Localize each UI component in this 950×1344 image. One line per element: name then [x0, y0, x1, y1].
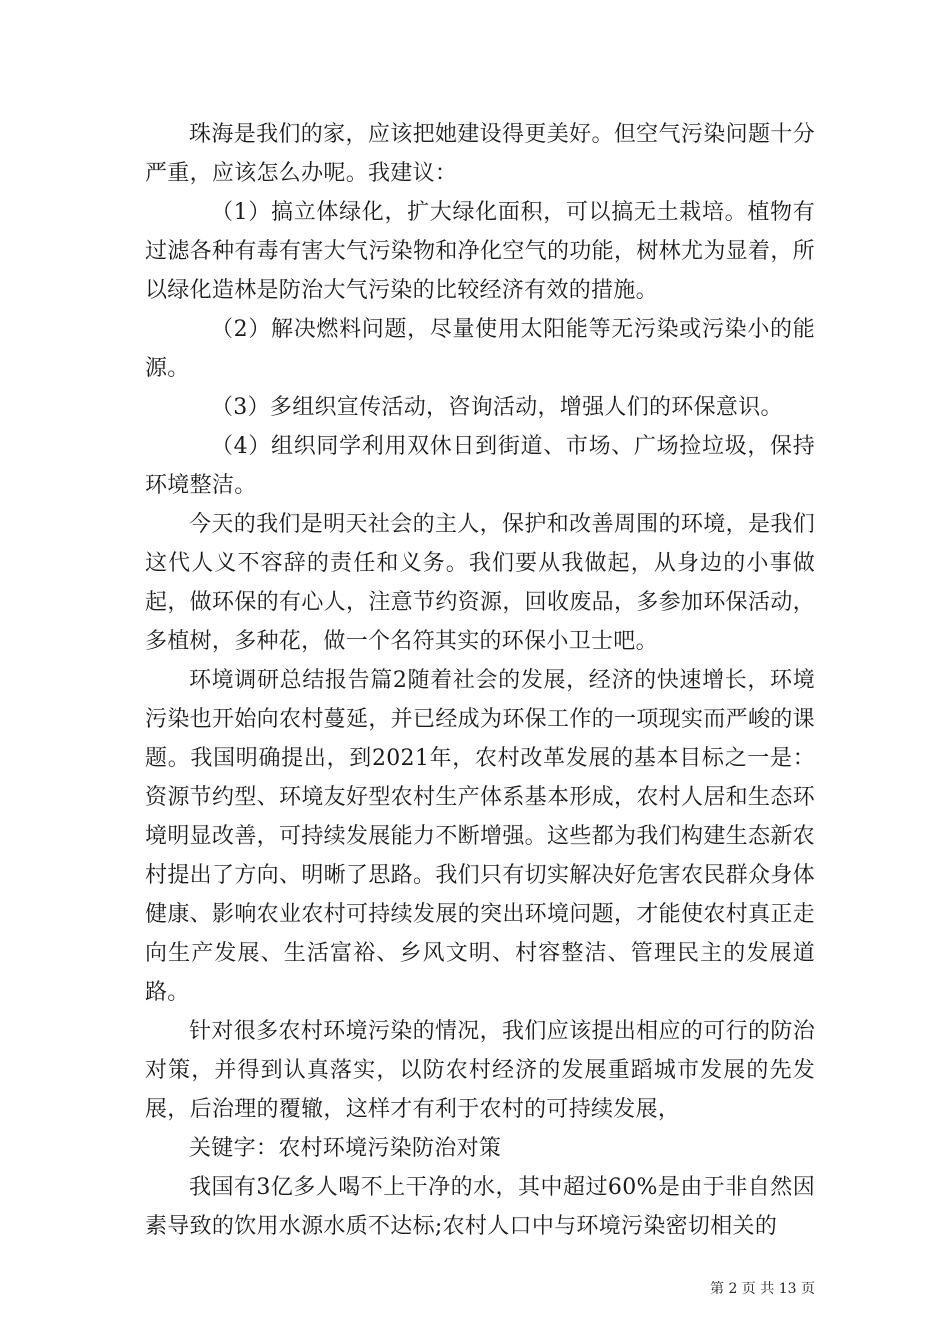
paragraph-keywords: 关键字：农村环境污染防治对策 — [189, 1136, 502, 1161]
paragraph-intro: 珠海是我们的家，应该把她建设得更美好。但空气污染问题十分严重，应该怎么办呢。我建议： — [145, 122, 815, 186]
paragraph-water-issue: 我国有3亿多人喝不上干净的水，其中超过60%是由于非自然因素导致的饮用水源水质不达标;农村人口中与环境污染密切相关的 — [145, 1175, 815, 1239]
paragraph-suggestion-4: （4）组织同学利用双休日到街道、市场、广场捡垃圾，保持环境整洁。 — [145, 434, 815, 498]
page-number-footer: 第 2 页 共 13 页 — [710, 1281, 815, 1297]
document-body — [145, 115, 815, 1246]
paragraph-suggestion-2: （2）解决燃料问题，尽量使用太阳能等无污染或污染小的能源。 — [145, 317, 815, 381]
paragraph-countermeasures: 针对很多农村环境污染的情况，我们应该提出相应的可行的防治对策，并得到认真落实，以防农村经济的发展重蹈城市发展的先发展，后治理的覆辙，这样才有利于农村的可持续发展， — [145, 1019, 815, 1122]
paragraph-suggestion-1: （1）搞立体绿化，扩大绿化面积，可以搞无土栽培。植物有过滤各种有毒有害大气污染物和净化空气的功能，树林尤为显着，所以绿化造林是防治大气污染的比较经济有效的措施。 — [145, 200, 815, 303]
paragraph-report-2: 环境调研总结报告篇2随着社会的发展，经济的快速增长，环境污染也开始向农村蔓延，并已经成为环保工作的一项现实而严峻的课题。我国明确提出，到2021年，农村改革发展的基本目标之一是：资源节约型、环境友好型农村生产体系基本形成，农村人居和生态环境明显改善，可持续发展能力不断增强。这些都为我们构建生态新农村提出了方向、明晰了思路。我们只有切实解决好危害农民群众身体健康、影响农业农村可持续发展的突出环境问题，才能使农村真正走向生产发展、生活富裕、乡风文明、村容整洁、管理民主的发展道路。 — [145, 668, 815, 1005]
paragraph-conclusion: 今天的我们是明天社会的主人，保护和改善周围的环境，是我们这代人义不容辞的责任和义务。我们要从我做起，从身边的小事做起，做环保的有心人，注意节约资源，回收废品，多参加环保活动，多植树，多种花，做一个名符其实的环保小卫士吧。 — [145, 512, 815, 654]
paragraph-suggestion-3: （3）多组织宣传活动，咨询活动，增强人们的环保意识。 — [211, 395, 783, 420]
